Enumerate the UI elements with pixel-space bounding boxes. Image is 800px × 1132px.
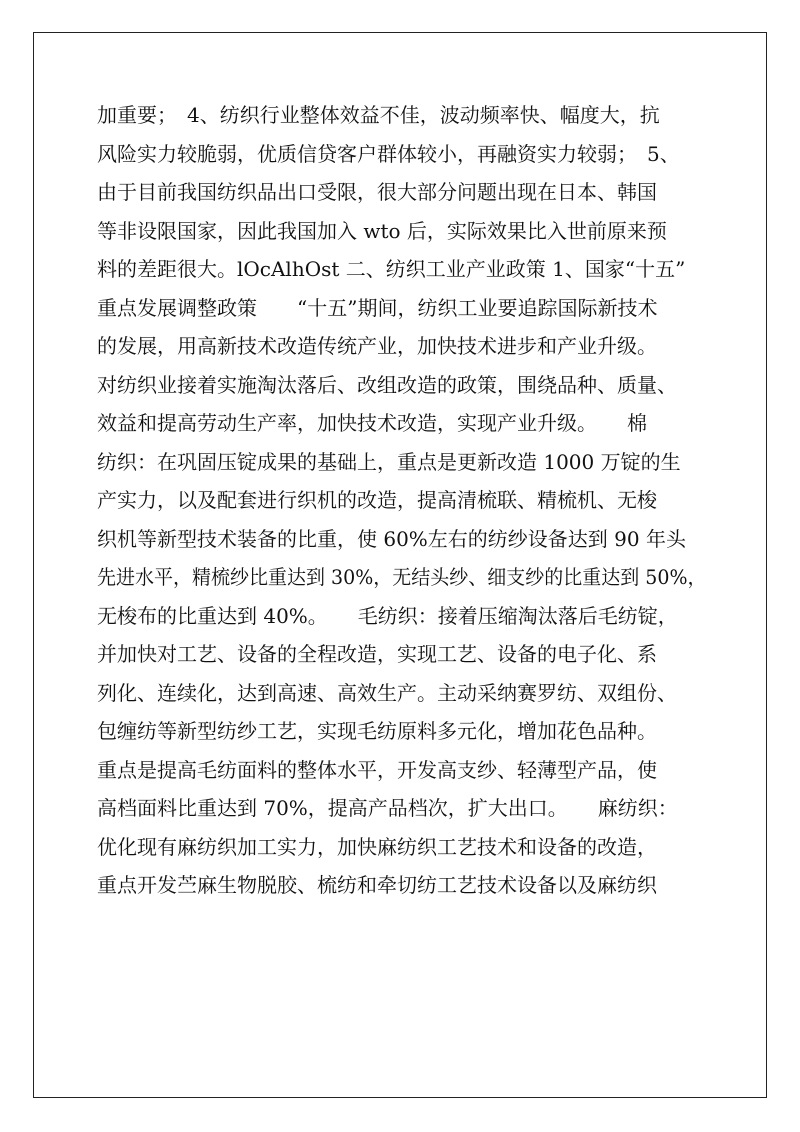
text-line: 重点开发苎麻生物脱胶、梳纺和牵切纺工艺技术设备以及麻纺织 bbox=[97, 873, 657, 897]
text-line: 包缠纺等新型纺纱工艺，实现毛纺原料多元化，增加花色品种。 bbox=[97, 719, 657, 743]
document-body bbox=[97, 96, 707, 905]
text-line: 料的差距很大。lOcAlhOst 二、纺织工业产业政策 1、国家“十五” bbox=[97, 257, 686, 281]
text-line: 先进水平，精梳纱比重达到 30%，无结头纱、细支纱的比重达到 50%， bbox=[97, 565, 707, 589]
text-line: 由于目前我国纺织品出口受限，很大部分问题出现在日本、韩国 bbox=[97, 180, 657, 204]
text-line: 织机等新型技术装备的比重，使 60%左右的纺纱设备达到 90 年头 bbox=[97, 526, 686, 551]
text-line: 重点是提高毛纺面料的整体水平，开发高支纱、轻薄型产品，使 bbox=[97, 757, 657, 782]
text-line: 加重要； 4、纺织行业整体效益不佳，波动频率快、幅度大，抗 bbox=[97, 103, 660, 127]
text-line: 优化现有麻纺织加工实力，加快麻纺织工艺技术和设备的改造， bbox=[97, 834, 657, 859]
text-line: 的发展，用高新技术改造传统产业，加快技术进步和产业升级。 bbox=[97, 334, 657, 358]
text-line: 重点发展调整政策 “十五”期间，纺织工业要追踪国际新技术 bbox=[97, 295, 658, 320]
text-line: 对纺织业接着实施淘汰落后、改组改造的政策，围绕品种、质量、 bbox=[97, 372, 677, 397]
text-line: 高档面料比重达到 70%，提高产品档次，扩大出口。 麻纺织： bbox=[97, 796, 678, 820]
text-line: 等非设限国家，因此我国加入 wto 后，实际效果比入世前原来预 bbox=[97, 218, 667, 243]
text-line: 并加快对工艺、设备的全程改造，实现工艺、设备的电子化、系 bbox=[97, 642, 657, 666]
text-line: 列化、连续化，达到高速、高效生产。主动采纳赛罗纺、双组份、 bbox=[97, 680, 677, 705]
text-line: 风险实力较脆弱，优质信贷客户群体较小，再融资实力较弱； 5、 bbox=[97, 141, 680, 166]
text-line: 效益和提高劳动生产率，加快技术改造，实现产业升级。 棉 bbox=[97, 411, 647, 435]
text-line: 无梭布的比重达到 40%。 毛纺织：接着压缩淘汰落后毛纺锭， bbox=[97, 603, 678, 628]
text-line: 产实力，以及配套进行织机的改造，提高清梳联、精梳机、无梭 bbox=[97, 488, 657, 512]
text-line: 纺织：在巩固压锭成果的基础上，重点是更新改造 1000 万锭的生 bbox=[97, 449, 681, 474]
